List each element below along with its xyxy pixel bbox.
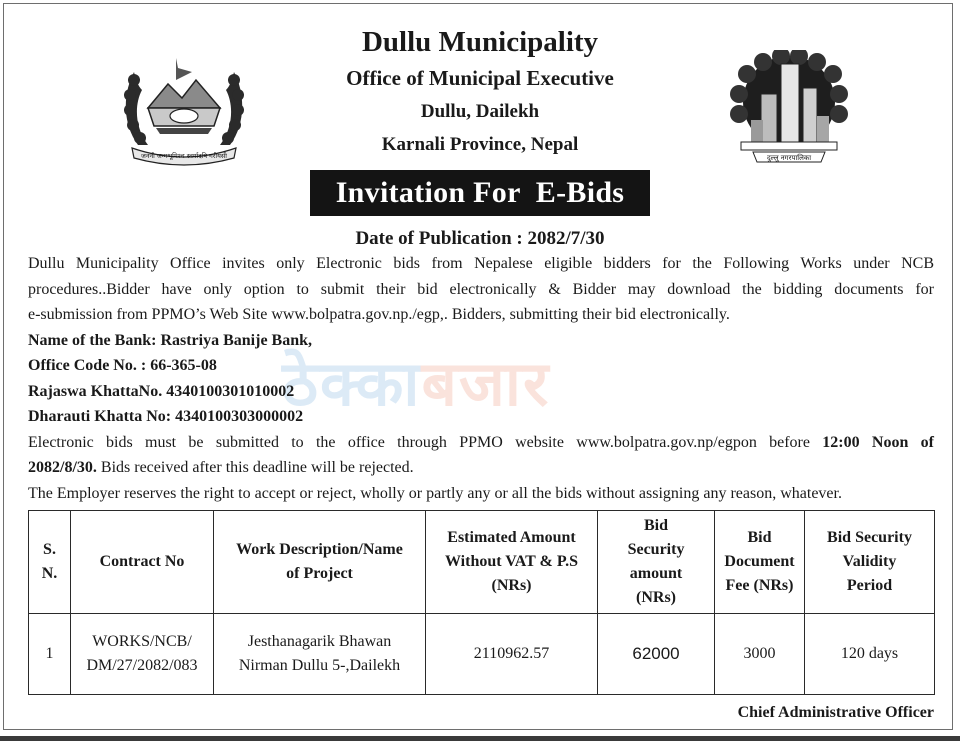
publication-date: Date of Publication : 2082/7/30 [355,228,605,249]
notice-body [28,251,934,506]
header-bid-document-fee: Bid Document Fee (NRs) [715,511,805,614]
intro-line-1: Dullu Municipality Office invites only Electronic bids from Nepalese eligible bidders for the Following Works under NCB [28,255,934,272]
office-location: Dullu, Dailekh [420,101,540,122]
cell-document-fee: 3000 [715,614,805,695]
cell-sn: 1 [29,614,71,695]
table-header-row [29,511,935,614]
notice-title-banner: Invitation For E-Bids [310,170,650,216]
logo-caption: दुल्लु नगरपालिका [766,154,812,162]
bottom-rule [0,736,960,741]
emblem-motto: जननी जन्मभूमिश्च स्वर्गादपि गरीयसी [141,152,227,160]
cell-validity: 120 days [805,614,935,695]
header-estimated-amount: Estimated Amount Without VAT & P.S (NRs) [426,511,598,614]
municipality-name: Dullu Municipality [361,26,599,58]
province-line: Karnali Province, Nepal [381,134,579,155]
cell-estimated-amount: 2110962.57 [426,614,598,695]
letterhead [0,22,960,161]
office-name: Office of Municipal Executive [346,66,614,90]
cell-bid-security: 62000 [598,614,715,695]
intro-line-2: procedures..Bidder have only option to submit their bid electronically & Bidder may download the bidding documents for [28,280,934,298]
bids-table [28,510,935,695]
intro-line-3: e-submission from PPMO’s Web Site www.bolpatra.gov.np./egp,. Bidders, submitting their bid electronically. [28,306,730,323]
cell-contract-no: WORKS/NCB/ DM/27/2082/083 [71,614,214,695]
deadline-line-2: 2082/8/30. Bids received after this deadline will be rejected. [28,459,414,476]
header-bid-security-amount: Bid Security amount (NRs) [598,511,715,614]
table-row [29,614,935,695]
header-work-description: Work Description/Name of Project [214,511,426,614]
header-sn: S. N. [29,511,71,614]
reservation-clause: The Employer reserves the right to accept or reject, wholly or partly any or all the bids without assigning any reason, whatever. [28,484,842,502]
office-code: Office Code No. : 66-365-08 [28,357,217,374]
watermark: ठेक्काबजार [282,347,551,420]
header-bid-security-validity: Bid Security Validity Period [805,511,935,614]
dharauti-account: Dharauti Khatta No: 4340100303000002 [28,408,304,425]
deadline-line-1: Electronic bids must be submitted to the office through PPMO website www.bolpatra.gov.np/egpon before 12:00 Noon of [28,433,935,451]
bank-name: Name of the Bank: Rastriya Banije Bank, [28,331,313,349]
rajaswa-account: Rajaswa KhattaNo. 4340100301010002 [28,382,295,400]
cell-work-description: Jesthanagarik Bhawan Nirman Dullu 5-,Dailekh [214,614,426,695]
header-contract-no: Contract No [71,511,214,614]
signatory-title: Chief Administrative Officer [737,704,934,721]
